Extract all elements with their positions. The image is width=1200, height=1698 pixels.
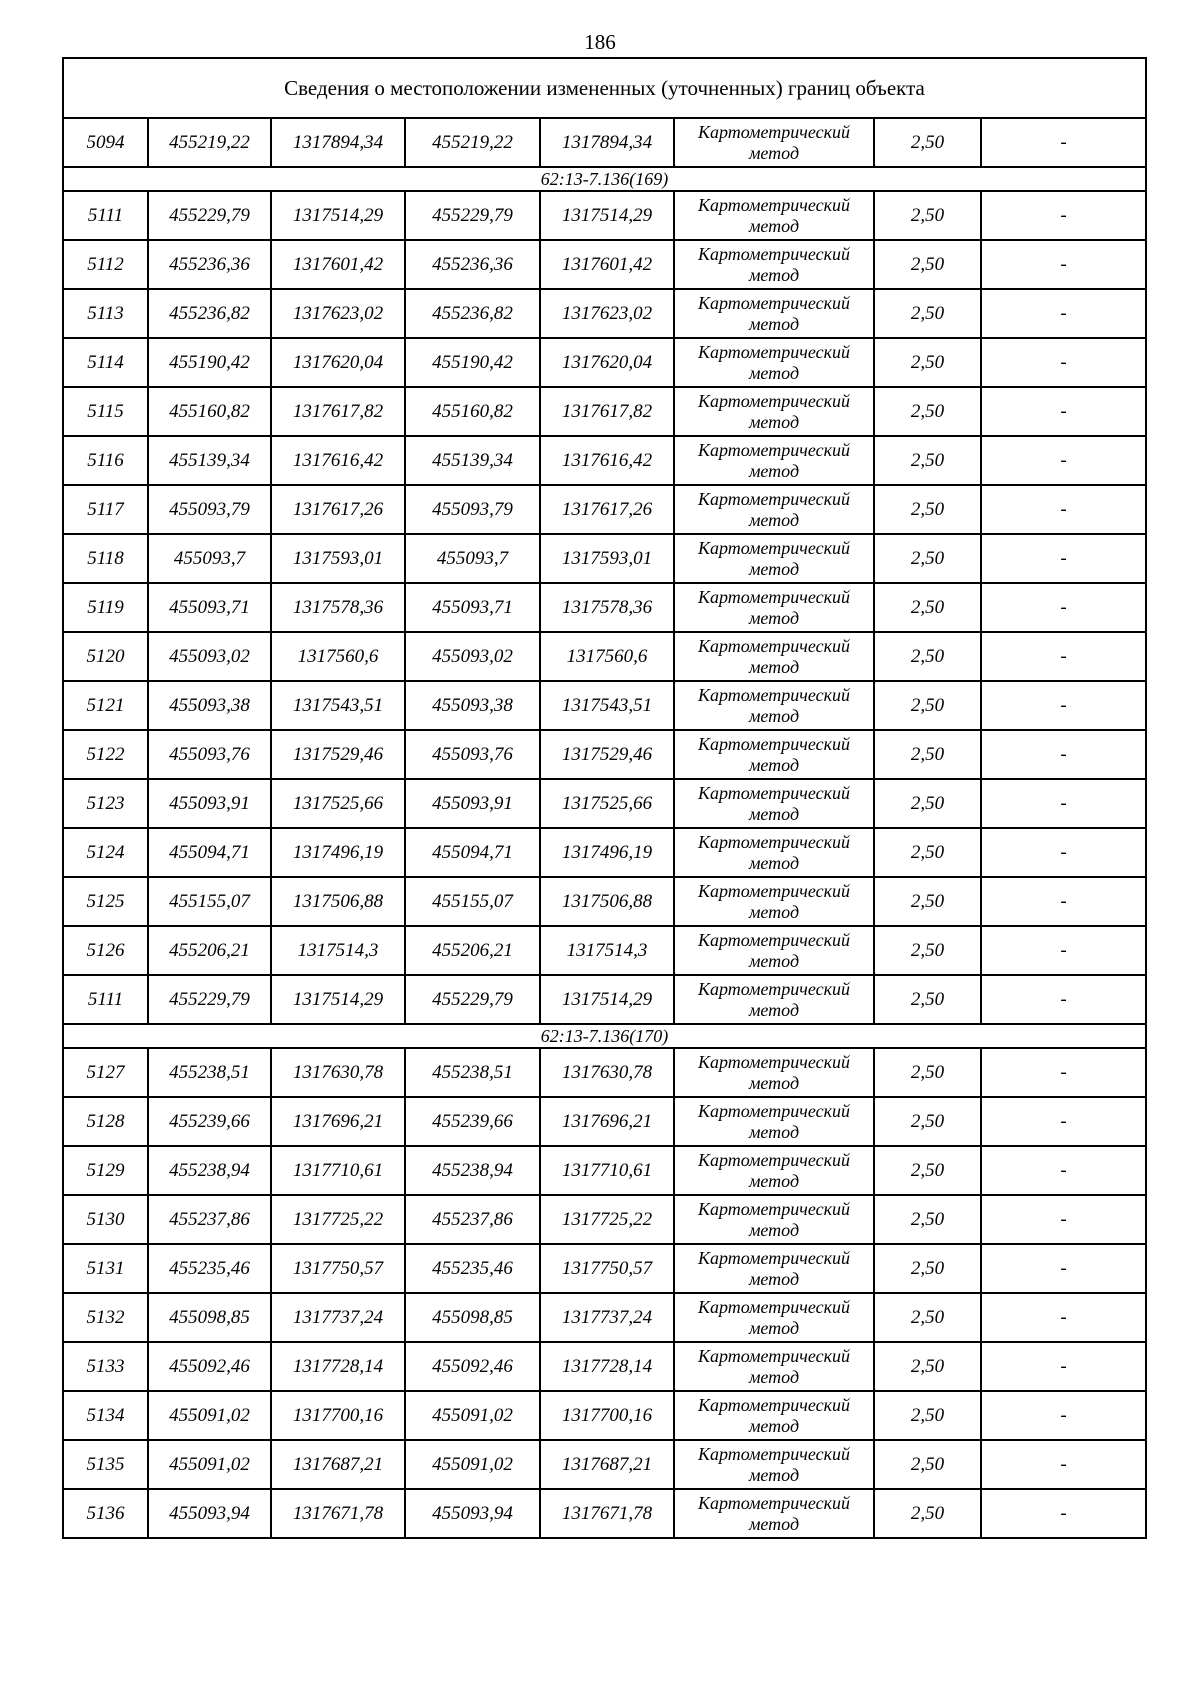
table-row — [63, 730, 1146, 779]
cell-x-new: 455093,38 — [405, 681, 540, 730]
cell-x-existing: 455190,42 — [148, 338, 271, 387]
table-row — [63, 632, 1146, 681]
cell-description: - — [981, 338, 1146, 387]
cell-y-existing: 1317616,42 — [271, 436, 405, 485]
parcel-group-label: 62:13-7.136(169) — [63, 167, 1146, 191]
cell-x-new: 455139,34 — [405, 436, 540, 485]
cell-accuracy: 2,50 — [874, 485, 981, 534]
cell-method: Картометрический метод — [674, 1195, 874, 1244]
table-row — [63, 338, 1146, 387]
cell-x-new: 455237,86 — [405, 1195, 540, 1244]
cell-y-new: 1317514,29 — [540, 975, 674, 1024]
cell-y-new: 1317601,42 — [540, 240, 674, 289]
cell-point-number: 5127 — [63, 1048, 148, 1097]
table-row — [63, 240, 1146, 289]
coordinates-table — [62, 57, 1147, 1539]
cell-accuracy: 2,50 — [874, 118, 981, 167]
cell-point-number: 5131 — [63, 1244, 148, 1293]
cell-method: Картометрический метод — [674, 1391, 874, 1440]
cell-point-number: 5123 — [63, 779, 148, 828]
cell-point-number: 5126 — [63, 926, 148, 975]
cell-y-existing: 1317560,6 — [271, 632, 405, 681]
cell-x-existing: 455155,07 — [148, 877, 271, 926]
cell-y-new: 1317700,16 — [540, 1391, 674, 1440]
cell-method: Картометрический метод — [674, 632, 874, 681]
table-row — [63, 1342, 1146, 1391]
cell-method: Картометрический метод — [674, 583, 874, 632]
cell-accuracy: 2,50 — [874, 289, 981, 338]
cell-x-new: 455094,71 — [405, 828, 540, 877]
cell-y-existing: 1317578,36 — [271, 583, 405, 632]
table-row — [63, 191, 1146, 240]
cell-x-new: 455091,02 — [405, 1440, 540, 1489]
table-row — [63, 926, 1146, 975]
cell-x-new: 455093,71 — [405, 583, 540, 632]
table-row — [63, 975, 1146, 1024]
cell-accuracy: 2,50 — [874, 975, 981, 1024]
cell-x-new: 455093,79 — [405, 485, 540, 534]
cell-y-new: 1317894,34 — [540, 118, 674, 167]
cell-x-existing: 455219,22 — [148, 118, 271, 167]
cell-point-number: 5132 — [63, 1293, 148, 1342]
cell-method: Картометрический метод — [674, 1048, 874, 1097]
table-row — [63, 1440, 1146, 1489]
cell-x-existing: 455238,51 — [148, 1048, 271, 1097]
cell-x-new: 455160,82 — [405, 387, 540, 436]
cell-accuracy: 2,50 — [874, 1342, 981, 1391]
cell-y-existing: 1317737,24 — [271, 1293, 405, 1342]
cell-x-new: 455236,82 — [405, 289, 540, 338]
table-body — [63, 58, 1146, 1538]
cell-accuracy: 2,50 — [874, 828, 981, 877]
cell-description: - — [981, 1342, 1146, 1391]
cell-accuracy: 2,50 — [874, 191, 981, 240]
cell-description: - — [981, 1097, 1146, 1146]
cell-x-new: 455155,07 — [405, 877, 540, 926]
cell-y-existing: 1317623,02 — [271, 289, 405, 338]
cell-point-number: 5115 — [63, 387, 148, 436]
cell-y-existing: 1317506,88 — [271, 877, 405, 926]
table-row — [63, 877, 1146, 926]
cell-y-new: 1317514,29 — [540, 191, 674, 240]
cell-point-number: 5122 — [63, 730, 148, 779]
cell-description: - — [981, 1244, 1146, 1293]
cell-y-new: 1317696,21 — [540, 1097, 674, 1146]
cell-point-number: 5128 — [63, 1097, 148, 1146]
cell-x-new: 455239,66 — [405, 1097, 540, 1146]
page-number: 186 — [584, 30, 616, 54]
cell-description: - — [981, 240, 1146, 289]
cell-point-number: 5135 — [63, 1440, 148, 1489]
cell-accuracy: 2,50 — [874, 632, 981, 681]
cell-method: Картометрический метод — [674, 975, 874, 1024]
cell-x-existing: 455093,38 — [148, 681, 271, 730]
cell-y-new: 1317514,3 — [540, 926, 674, 975]
cell-accuracy: 2,50 — [874, 1195, 981, 1244]
cell-method: Картометрический метод — [674, 1440, 874, 1489]
cell-y-existing: 1317617,26 — [271, 485, 405, 534]
table-row — [63, 436, 1146, 485]
cell-point-number: 5129 — [63, 1146, 148, 1195]
cell-point-number: 5136 — [63, 1489, 148, 1538]
cell-description: - — [981, 975, 1146, 1024]
cell-y-existing: 1317728,14 — [271, 1342, 405, 1391]
cell-y-existing: 1317620,04 — [271, 338, 405, 387]
cell-x-existing: 455206,21 — [148, 926, 271, 975]
cell-point-number: 5134 — [63, 1391, 148, 1440]
table-row — [63, 779, 1146, 828]
cell-x-existing: 455235,46 — [148, 1244, 271, 1293]
cell-point-number: 5111 — [63, 975, 148, 1024]
cell-description: - — [981, 583, 1146, 632]
cell-description: - — [981, 1195, 1146, 1244]
cell-x-new: 455091,02 — [405, 1391, 540, 1440]
cell-method: Картометрический метод — [674, 877, 874, 926]
cell-accuracy: 2,50 — [874, 1489, 981, 1538]
cell-x-new: 455093,91 — [405, 779, 540, 828]
cell-y-existing: 1317700,16 — [271, 1391, 405, 1440]
cell-y-new: 1317617,82 — [540, 387, 674, 436]
cell-x-new: 455093,7 — [405, 534, 540, 583]
cell-method: Картометрический метод — [674, 681, 874, 730]
cell-y-existing: 1317514,3 — [271, 926, 405, 975]
cell-y-new: 1317620,04 — [540, 338, 674, 387]
cell-method: Картометрический метод — [674, 534, 874, 583]
cell-x-existing: 455139,34 — [148, 436, 271, 485]
cell-method: Картометрический метод — [674, 118, 874, 167]
cell-y-new: 1317725,22 — [540, 1195, 674, 1244]
cell-accuracy: 2,50 — [874, 681, 981, 730]
cell-method: Картометрический метод — [674, 779, 874, 828]
cell-description: - — [981, 828, 1146, 877]
cell-y-new: 1317687,21 — [540, 1440, 674, 1489]
cell-description: - — [981, 1048, 1146, 1097]
cell-x-existing: 455091,02 — [148, 1391, 271, 1440]
cell-y-existing: 1317543,51 — [271, 681, 405, 730]
cell-y-new: 1317529,46 — [540, 730, 674, 779]
cell-x-existing: 455093,94 — [148, 1489, 271, 1538]
cell-x-new: 455238,51 — [405, 1048, 540, 1097]
table-row — [63, 534, 1146, 583]
cell-description: - — [981, 534, 1146, 583]
cell-x-existing: 455093,76 — [148, 730, 271, 779]
cell-y-new: 1317728,14 — [540, 1342, 674, 1391]
cell-point-number: 5112 — [63, 240, 148, 289]
cell-method: Картометрический метод — [674, 1146, 874, 1195]
cell-accuracy: 2,50 — [874, 779, 981, 828]
cell-y-existing: 1317710,61 — [271, 1146, 405, 1195]
cell-point-number: 5130 — [63, 1195, 148, 1244]
cell-x-new: 455238,94 — [405, 1146, 540, 1195]
cell-accuracy: 2,50 — [874, 534, 981, 583]
cell-x-existing: 455236,36 — [148, 240, 271, 289]
cell-x-existing: 455094,71 — [148, 828, 271, 877]
cell-point-number: 5094 — [63, 118, 148, 167]
cell-y-existing: 1317514,29 — [271, 191, 405, 240]
table-row — [63, 1391, 1146, 1440]
table-row — [63, 1489, 1146, 1538]
cell-description: - — [981, 779, 1146, 828]
table-row — [63, 118, 1146, 167]
cell-y-new: 1317496,19 — [540, 828, 674, 877]
table-row — [63, 289, 1146, 338]
cell-method: Картометрический метод — [674, 436, 874, 485]
cell-x-existing: 455236,82 — [148, 289, 271, 338]
cell-x-new: 455229,79 — [405, 191, 540, 240]
cell-accuracy: 2,50 — [874, 436, 981, 485]
cell-y-existing: 1317671,78 — [271, 1489, 405, 1538]
cell-x-existing: 455238,94 — [148, 1146, 271, 1195]
cell-x-existing: 455093,79 — [148, 485, 271, 534]
cell-y-new: 1317710,61 — [540, 1146, 674, 1195]
cell-x-existing: 455093,91 — [148, 779, 271, 828]
cell-accuracy: 2,50 — [874, 1048, 981, 1097]
cell-y-new: 1317525,66 — [540, 779, 674, 828]
table-title: Сведения о местоположении измененных (уточненных) границ объекта — [63, 58, 1146, 118]
parcel-group-row — [63, 1024, 1146, 1048]
cell-x-existing: 455229,79 — [148, 191, 271, 240]
cell-x-new: 455235,46 — [405, 1244, 540, 1293]
cell-method: Картометрический метод — [674, 1097, 874, 1146]
cell-x-existing: 455160,82 — [148, 387, 271, 436]
cell-x-new: 455093,02 — [405, 632, 540, 681]
cell-y-existing: 1317725,22 — [271, 1195, 405, 1244]
cell-x-new: 455092,46 — [405, 1342, 540, 1391]
cell-y-new: 1317593,01 — [540, 534, 674, 583]
cell-x-existing: 455239,66 — [148, 1097, 271, 1146]
cell-y-existing: 1317529,46 — [271, 730, 405, 779]
cell-description: - — [981, 730, 1146, 779]
table-row — [63, 485, 1146, 534]
cell-accuracy: 2,50 — [874, 1440, 981, 1489]
cell-x-new: 455229,79 — [405, 975, 540, 1024]
cell-x-existing: 455098,85 — [148, 1293, 271, 1342]
cell-point-number: 5114 — [63, 338, 148, 387]
cell-description: - — [981, 387, 1146, 436]
cell-y-existing: 1317630,78 — [271, 1048, 405, 1097]
cell-x-new: 455190,42 — [405, 338, 540, 387]
cell-y-existing: 1317687,21 — [271, 1440, 405, 1489]
cell-description: - — [981, 191, 1146, 240]
cell-y-existing: 1317617,82 — [271, 387, 405, 436]
cell-method: Картометрический метод — [674, 1293, 874, 1342]
cell-point-number: 5119 — [63, 583, 148, 632]
cell-point-number: 5125 — [63, 877, 148, 926]
cell-y-existing: 1317601,42 — [271, 240, 405, 289]
cell-method: Картометрический метод — [674, 1244, 874, 1293]
cell-accuracy: 2,50 — [874, 338, 981, 387]
cell-description: - — [981, 926, 1146, 975]
cell-y-new: 1317543,51 — [540, 681, 674, 730]
cell-y-existing: 1317514,29 — [271, 975, 405, 1024]
cell-x-new: 455098,85 — [405, 1293, 540, 1342]
cell-description: - — [981, 1489, 1146, 1538]
cell-method: Картометрический метод — [674, 926, 874, 975]
cell-method: Картометрический метод — [674, 1342, 874, 1391]
cell-point-number: 5118 — [63, 534, 148, 583]
cell-x-existing: 455093,71 — [148, 583, 271, 632]
cell-method: Картометрический метод — [674, 730, 874, 779]
cell-description: - — [981, 118, 1146, 167]
cell-accuracy: 2,50 — [874, 1244, 981, 1293]
cell-accuracy: 2,50 — [874, 730, 981, 779]
cell-method: Картометрический метод — [674, 289, 874, 338]
cell-accuracy: 2,50 — [874, 1293, 981, 1342]
cell-accuracy: 2,50 — [874, 926, 981, 975]
cell-method: Картометрический метод — [674, 338, 874, 387]
cell-x-existing: 455237,86 — [148, 1195, 271, 1244]
cell-method: Картометрический метод — [674, 1489, 874, 1538]
cell-y-new: 1317560,6 — [540, 632, 674, 681]
cell-y-new: 1317623,02 — [540, 289, 674, 338]
cell-y-existing: 1317525,66 — [271, 779, 405, 828]
cell-method: Картометрический метод — [674, 240, 874, 289]
table-row — [63, 1146, 1146, 1195]
cell-x-new: 455206,21 — [405, 926, 540, 975]
cell-x-existing: 455093,02 — [148, 632, 271, 681]
cell-accuracy: 2,50 — [874, 877, 981, 926]
cell-x-new: 455093,94 — [405, 1489, 540, 1538]
cell-description: - — [981, 877, 1146, 926]
cell-y-existing: 1317696,21 — [271, 1097, 405, 1146]
cell-method: Картометрический метод — [674, 191, 874, 240]
cell-y-new: 1317750,57 — [540, 1244, 674, 1293]
cell-y-existing: 1317593,01 — [271, 534, 405, 583]
table-row — [63, 1244, 1146, 1293]
cell-y-new: 1317578,36 — [540, 583, 674, 632]
cell-method: Картометрический метод — [674, 828, 874, 877]
cell-accuracy: 2,50 — [874, 240, 981, 289]
table-title-row — [63, 58, 1146, 118]
cell-accuracy: 2,50 — [874, 583, 981, 632]
cell-x-existing: 455229,79 — [148, 975, 271, 1024]
cell-x-new: 455093,76 — [405, 730, 540, 779]
cell-method: Картометрический метод — [674, 485, 874, 534]
cell-y-new: 1317737,24 — [540, 1293, 674, 1342]
cell-x-existing: 455092,46 — [148, 1342, 271, 1391]
table-row — [63, 1097, 1146, 1146]
cell-y-existing: 1317750,57 — [271, 1244, 405, 1293]
cell-description: - — [981, 1293, 1146, 1342]
table-row — [63, 583, 1146, 632]
cell-description: - — [981, 1391, 1146, 1440]
cell-description: - — [981, 681, 1146, 730]
cell-accuracy: 2,50 — [874, 1097, 981, 1146]
cell-x-existing: 455091,02 — [148, 1440, 271, 1489]
cell-x-existing: 455093,7 — [148, 534, 271, 583]
table-row — [63, 1195, 1146, 1244]
cell-y-new: 1317630,78 — [540, 1048, 674, 1097]
cell-point-number: 5116 — [63, 436, 148, 485]
cell-point-number: 5120 — [63, 632, 148, 681]
cell-description: - — [981, 485, 1146, 534]
cell-point-number: 5121 — [63, 681, 148, 730]
table-row — [63, 1293, 1146, 1342]
cell-y-new: 1317616,42 — [540, 436, 674, 485]
parcel-group-row — [63, 167, 1146, 191]
cell-accuracy: 2,50 — [874, 1391, 981, 1440]
cell-description: - — [981, 632, 1146, 681]
cell-point-number: 5133 — [63, 1342, 148, 1391]
parcel-group-label: 62:13-7.136(170) — [63, 1024, 1146, 1048]
cell-y-existing: 1317496,19 — [271, 828, 405, 877]
cell-y-new: 1317506,88 — [540, 877, 674, 926]
cell-x-new: 455219,22 — [405, 118, 540, 167]
cell-description: - — [981, 289, 1146, 338]
cell-description: - — [981, 1440, 1146, 1489]
cell-description: - — [981, 1146, 1146, 1195]
table-row — [63, 387, 1146, 436]
cell-point-number: 5111 — [63, 191, 148, 240]
cell-x-new: 455236,36 — [405, 240, 540, 289]
cell-description: - — [981, 436, 1146, 485]
cell-accuracy: 2,50 — [874, 1146, 981, 1195]
cell-y-existing: 1317894,34 — [271, 118, 405, 167]
cell-point-number: 5117 — [63, 485, 148, 534]
table-row — [63, 1048, 1146, 1097]
table-row — [63, 828, 1146, 877]
cell-y-new: 1317671,78 — [540, 1489, 674, 1538]
cell-accuracy: 2,50 — [874, 387, 981, 436]
cell-point-number: 5113 — [63, 289, 148, 338]
cell-point-number: 5124 — [63, 828, 148, 877]
table-row — [63, 681, 1146, 730]
cell-y-new: 1317617,26 — [540, 485, 674, 534]
cell-method: Картометрический метод — [674, 387, 874, 436]
